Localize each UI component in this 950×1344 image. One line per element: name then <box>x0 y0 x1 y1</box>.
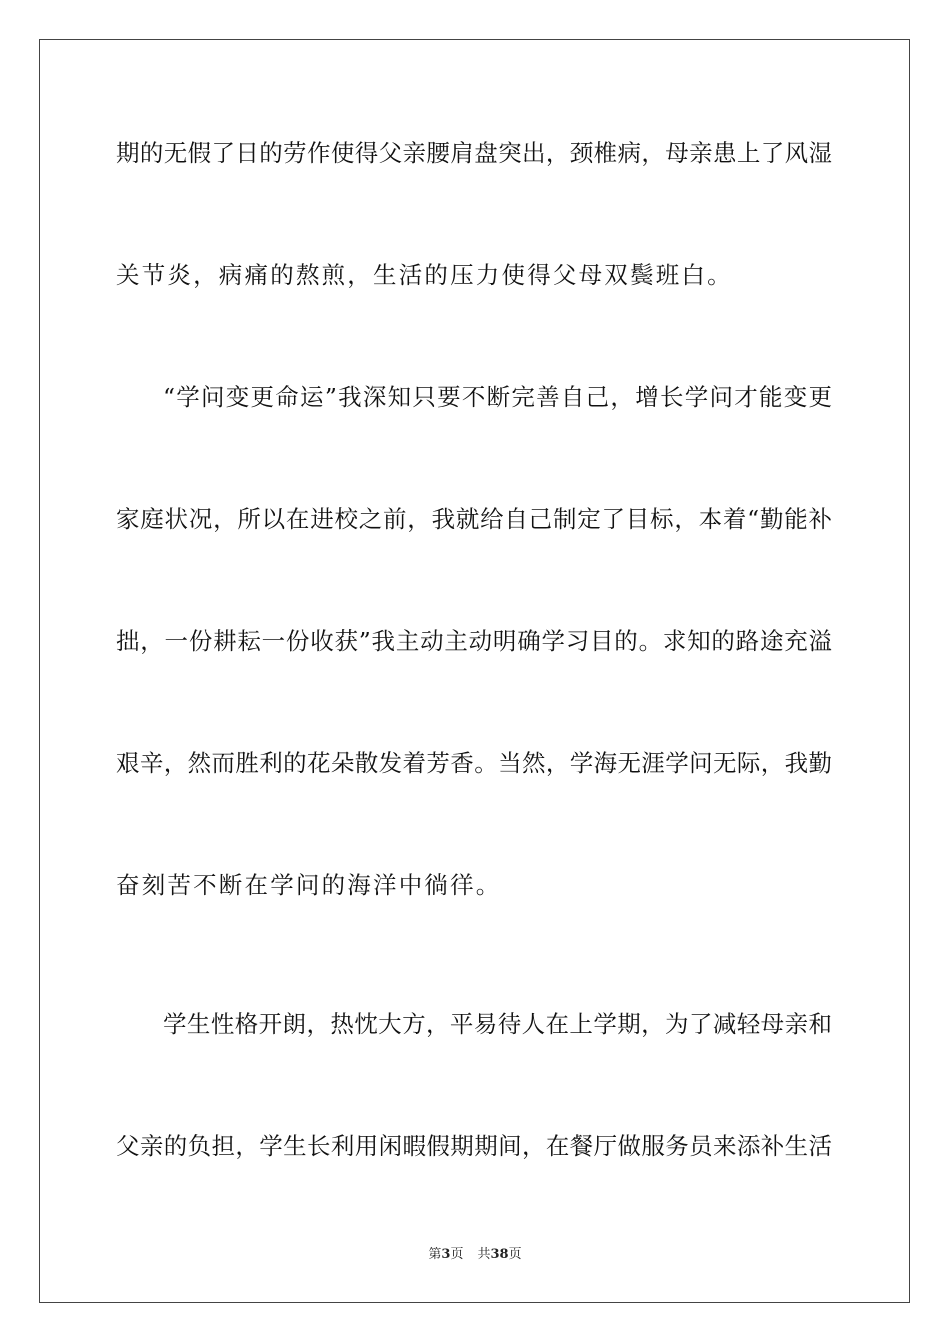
body-line-1: 期的无假了日的劳作使得父亲腰肩盘突出，颈椎病，母亲患上了风湿 <box>116 139 832 167</box>
footer-total-suffix: 页 <box>508 1247 522 1262</box>
footer-page-prefix: 第 <box>428 1247 442 1262</box>
body-line-2: 关节炎，病痛的熬煎，生活的压力使得父母双鬓班白。 <box>116 261 733 289</box>
footer-total-prefix: 共 <box>477 1247 491 1262</box>
footer-total-pages: 38 <box>490 1247 509 1262</box>
footer-page-suffix: 页 <box>450 1247 464 1262</box>
page-footer <box>0 1246 950 1264</box>
body-line-8: 学生性格开朗，热忱大方，平易待人在上学期，为了减轻母亲和 <box>163 1010 832 1038</box>
body-line-9: 父亲的负担，学生长利用闲暇假期期间，在餐厅做服务员来添补生活 <box>116 1132 832 1160</box>
body-line-3: “学问变更命运”我深知只要不断完善自己，增长学问才能变更 <box>163 383 832 411</box>
footer-page-number: 3 <box>441 1247 451 1262</box>
page-border <box>39 39 910 1303</box>
body-line-6: 艰辛，然而胜利的花朵散发着芳香。当然，学海无涯学问无际，我勤 <box>116 749 832 777</box>
body-line-4: 家庭状况，所以在进校之前，我就给自己制定了目标，本着“勤能补 <box>116 505 832 533</box>
body-line-7: 奋刻苦不断在学问的海洋中徜徉。 <box>116 871 502 899</box>
body-line-5: 拙，一份耕耘一份收获”我主动主动明确学习目的。求知的路途充溢 <box>116 627 832 655</box>
